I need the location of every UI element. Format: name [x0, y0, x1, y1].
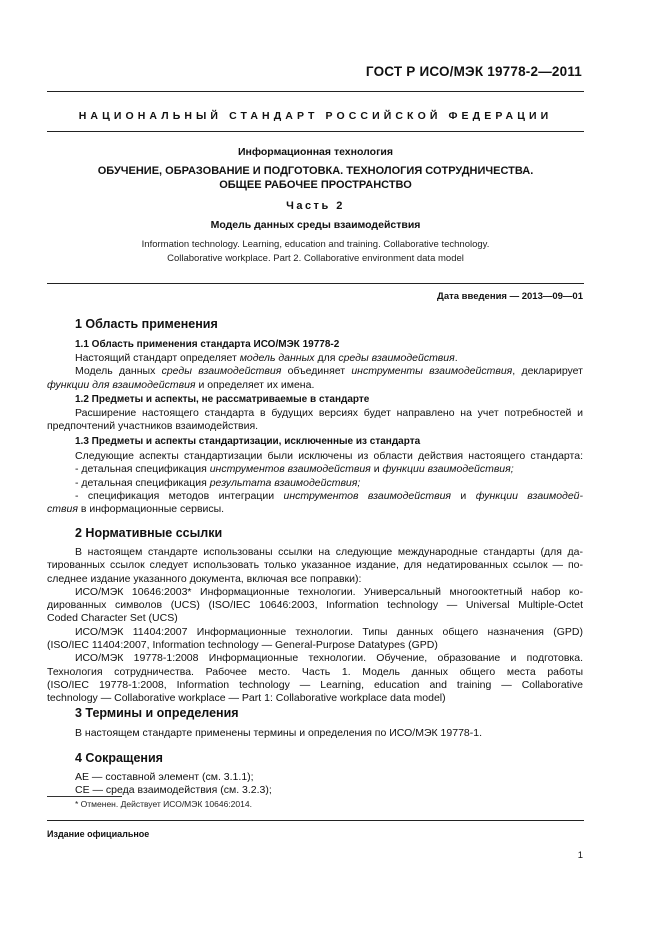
footnote-rule: [47, 796, 122, 797]
reference-line: дированных символов (UCS) (ISO/IEC 10646:2003, Information technology — Universal Multiple-Octet: [47, 599, 583, 612]
paragraph-line: предпочтений участников взаимодействия.: [47, 420, 259, 433]
paragraph-line: В настоящем стандарте использованы ссылки на следующие международные стандарты (для да-: [75, 546, 583, 558]
reference-line: (ISO/IEC 19778-1:2008, Information technology — Learning, education and training — Collaborative: [47, 678, 583, 691]
paragraph-line: Следующие аспекты стандартизации были исключены из области действия настоящего стандарта:: [75, 450, 583, 462]
section-4-heading: 4 Сокращения: [75, 751, 163, 765]
field-title: Информационная технология: [237, 146, 394, 158]
list-item: [75, 477, 583, 490]
reference-line: ИСО/МЭК 11404:2007 Информационные технологии. Типы данных общего назначения (GPD): [75, 625, 583, 638]
section-1-3-continuation: [47, 503, 583, 516]
text-italic: инструментов взаимодействия: [283, 490, 452, 503]
paragraph: [75, 365, 583, 378]
section-1-heading: 1 Область применения: [75, 317, 218, 331]
section-1-2-heading: 1.2 Предметы и аспекты, не рассматриваемые в стандарте: [75, 394, 370, 405]
text: и: [370, 463, 383, 476]
title-line-1: ОБУЧЕНИЕ, ОБРАЗОВАНИЕ И ПОДГОТОВКА. ТЕХНОЛОГИЯ СОТРУДНИЧЕСТВА.: [97, 165, 534, 177]
part-title: Модель данных среды взаимодействия: [210, 219, 421, 231]
english-title-line-1: Information technology. Learning, education and training. Collaborative technology.: [141, 239, 490, 250]
section-1-1-text: [75, 352, 583, 379]
text: - спецификация методов интеграции: [75, 490, 284, 503]
text: и: [451, 490, 476, 503]
section-1-1-continuation: [47, 379, 583, 392]
part-label: Часть 2: [286, 200, 345, 212]
text-italic: инструментов взаимодействия: [209, 463, 371, 476]
reference-line: technology — Collaborative workplace — Part 1: Collaborative workplace data model): [47, 692, 446, 705]
english-title-line-2: Collaborative workplace. Part 2. Collaborative environment data model: [167, 253, 464, 264]
text: в информационные сервисы.: [77, 503, 225, 515]
section-2-heading: 2 Нормативные ссылки: [75, 526, 223, 540]
english-title: [47, 238, 584, 266]
text-italic: функции взаимодей-: [475, 490, 584, 503]
text-italic: инструменты взаимодействия: [351, 365, 513, 378]
text: - детальная спецификация: [75, 463, 210, 476]
list-item: [75, 463, 583, 476]
top-rule: [47, 91, 584, 92]
text-italic: ствия: [47, 503, 78, 515]
national-standard-banner: НАЦИОНАЛЬНЫЙ СТАНДАРТ РОССИЙСКОЙ ФЕДЕРАЦИИ: [78, 110, 553, 122]
section-1-3-heading: 1.3 Предметы и аспекты стандартизации, исключенные из стандарта: [75, 436, 421, 447]
paragraph-line: [47, 503, 583, 516]
text: объединяет: [281, 365, 352, 378]
text-italic: среды взаимодействия: [338, 352, 455, 364]
text-italic: функции для взаимодействия: [47, 379, 196, 391]
banner-rule: [47, 131, 584, 132]
reference-line: (ISO/IEC 11404:2007, Information technology — General-Purpose Datatypes (GPD): [47, 639, 438, 652]
paragraph: [47, 379, 583, 392]
bottom-rule: [47, 820, 584, 821]
text-italic: среды взаимодействия: [161, 365, 282, 378]
section-2-text: [47, 546, 583, 706]
reference-line: Coded Character Set (UCS): [47, 612, 178, 625]
section-1-3-text: [75, 450, 583, 504]
text-italic: результата взаимодействия;: [209, 476, 361, 489]
reference-line: ИСО/МЭК 10646:2003* Информационные технологии. Универсальный многооктетный набор ко-: [75, 585, 583, 598]
title-line-2: ОБЩЕЕ РАБОЧЕЕ ПРОСТРАНСТВО: [219, 178, 412, 191]
section-3-heading: 3 Термины и определения: [75, 706, 239, 720]
abbreviation-item: СЕ — среда взаимодействия (см. 3.2.3);: [75, 784, 272, 797]
abbreviations-list: [75, 771, 583, 798]
document-title: [47, 165, 584, 192]
official-edition-label: Издание официальное: [47, 829, 150, 839]
section-1-1-heading: 1.1 Область применения стандарта ИСО/МЭК 19778-2: [75, 339, 340, 350]
abbreviation-item: АЕ — составной элемент (см. 3.1.1);: [75, 771, 254, 783]
section-1-2-text: [47, 407, 583, 434]
text: Настоящий стандарт определяет: [75, 352, 240, 364]
text: и определяет их имена.: [195, 379, 315, 391]
text: .: [454, 352, 458, 364]
section-3-text: [75, 727, 583, 740]
text: для: [314, 352, 339, 364]
reference-line: ИСО/МЭК 19778-1:2008 Информационные технологии. Обучение, образование и подготовка.: [75, 652, 583, 665]
footnote: * Отменен. Действует ИСО/МЭК 10646:2014.: [75, 799, 252, 809]
text-italic: модель данных: [239, 352, 315, 364]
text-italic: функции взаимодействия;: [382, 463, 514, 476]
paragraph-line: В настоящем стандарте применены термины и определения по ИСО/МЭК 19778-1.: [75, 727, 483, 739]
standard-code: ГОСТ Р ИСО/МЭК 19778-2—2011: [365, 64, 582, 79]
reference-line: Технология сотрудничества. Рабочее место. Часть 1. Модель данных общего места работы: [47, 665, 583, 678]
page-number: 1: [577, 850, 583, 861]
paragraph-line: Расширение настоящего стандарта в будущих версиях будет направлено на учет потребностей и: [75, 407, 583, 419]
introduction-date: Дата введения — 2013—09—01: [437, 291, 583, 302]
paragraph-line: следнее издание указанного документа, включая все поправки):: [47, 572, 362, 585]
date-rule: [47, 283, 584, 284]
paragraph: [75, 352, 583, 365]
text: - детальная спецификация: [75, 476, 210, 489]
paragraph-line: тированных ссылок следует использовать только указанное издание, для недатированных ссылок — по-: [47, 559, 583, 572]
text: , декларирует: [512, 365, 583, 378]
list-item: [75, 490, 583, 503]
text: Модель данных: [75, 365, 162, 378]
